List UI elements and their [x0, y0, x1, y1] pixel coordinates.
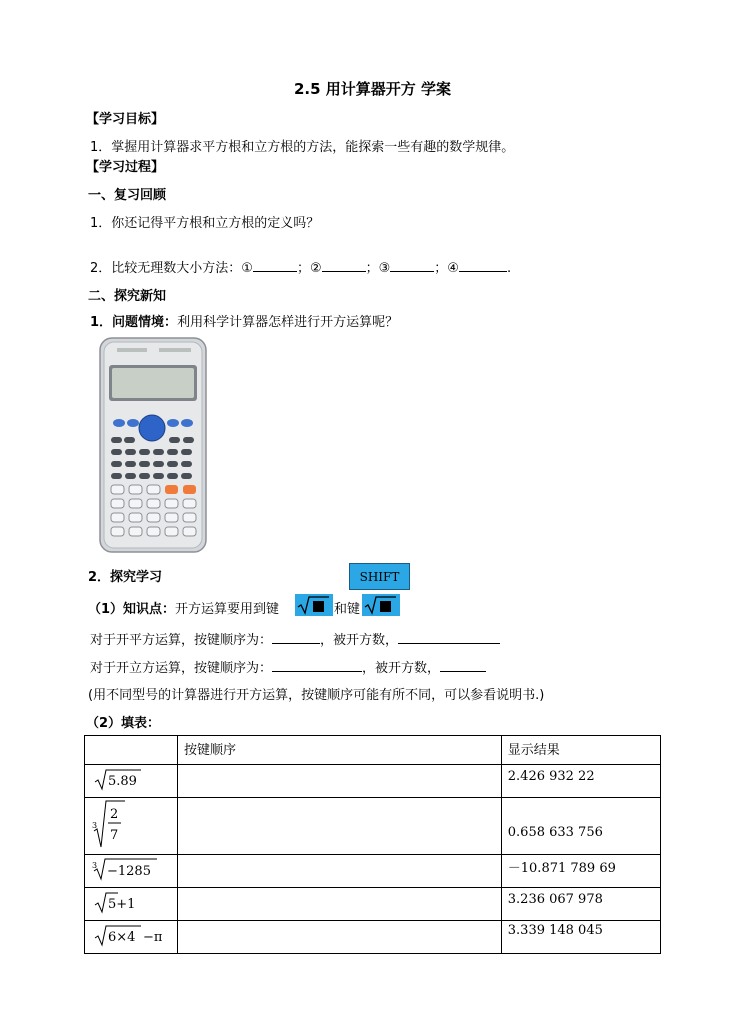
- keys-cell[interactable]: [178, 765, 502, 798]
- mark-1: ①: [241, 261, 253, 276]
- svg-text:6×4: 6×4: [108, 930, 136, 945]
- cbrt-neg-1285-expression: [91, 855, 161, 883]
- fill-table-label: （2）填表：: [86, 716, 161, 731]
- answer-blank[interactable]: [390, 259, 434, 272]
- review-q2-prefix: 2．比较无理数大小方法：: [90, 261, 242, 276]
- table-row: [85, 888, 661, 921]
- knowledge-and: 和键: [334, 602, 361, 617]
- table-row: [85, 921, 661, 954]
- sqrt-sequence: [90, 629, 500, 648]
- sqrt-seq-mid: ，被开方数，: [320, 633, 399, 648]
- header-cell: [85, 736, 178, 765]
- knowledge-label: （1）知识点：: [88, 602, 176, 617]
- header-cell: 显示结果: [501, 736, 660, 765]
- answer-blank[interactable]: [253, 259, 297, 272]
- table-row: [85, 855, 661, 888]
- explore-q1-num: 1．: [90, 315, 113, 330]
- sqrt-key-icon: [295, 594, 333, 616]
- result-cell: 2.426 932 22: [501, 765, 660, 798]
- expr-cell: [85, 921, 178, 954]
- process-heading: 【学习过程】: [86, 160, 165, 175]
- table-row: [85, 798, 661, 855]
- result-cell: 3.236 067 978: [501, 888, 660, 921]
- knowledge-text: 开方运算要用到键: [175, 602, 280, 617]
- separator: ；: [365, 261, 379, 276]
- cbrt-key: [362, 594, 400, 616]
- keys-cell[interactable]: [178, 798, 502, 855]
- review-q2: [90, 257, 511, 276]
- result-cell: －10.871 789 69: [501, 855, 660, 888]
- explore-q2: 2．探究学习: [88, 570, 163, 585]
- svg-text:−1285: −1285: [107, 864, 151, 879]
- cbrt-seq-prefix: 对于开立方运算，按键顺序为：: [90, 661, 273, 676]
- svg-text:7: 7: [110, 828, 119, 843]
- svg-text:3: 3: [92, 821, 98, 830]
- keys-cell[interactable]: [178, 855, 502, 888]
- answer-blank[interactable]: [272, 659, 362, 672]
- sqrt-key-icon: [362, 594, 400, 616]
- calculator-image: [99, 337, 207, 553]
- page-title: 2.5 用计算器开方 学案: [293, 80, 452, 98]
- review-heading: 一、复习回顾: [88, 188, 167, 203]
- review-q1: 1．你还记得平方根和立方根的定义吗？: [90, 216, 320, 231]
- svg-text:−π: −π: [143, 930, 163, 945]
- expr-cell: [85, 888, 178, 921]
- goals-heading: 【学习目标】: [86, 112, 165, 127]
- keys-cell[interactable]: [178, 921, 502, 954]
- sqrt-key: [295, 594, 333, 616]
- cbrt-sequence: [90, 657, 486, 676]
- explore-q1-label: 问题情境：: [112, 315, 178, 330]
- sqrt-6x4-minus-pi-expression: [91, 921, 171, 949]
- cbrt-seq-mid: ，被开方数，: [362, 661, 441, 676]
- knowledge-line: [88, 598, 279, 617]
- mark-3: ③: [378, 261, 391, 276]
- table-row: [85, 765, 661, 798]
- cbrt-2-7-expression: [91, 798, 151, 850]
- mark-4: ④: [447, 261, 459, 276]
- svg-text:5.89: 5.89: [108, 774, 137, 789]
- note: (用不同型号的计算器进行开方运算，按键顺序可能有所不同，可以参看说明书.): [88, 688, 545, 703]
- fill-table: [84, 735, 661, 954]
- explore-q1-text: 利用科学计算器怎样进行开方运算呢？: [177, 315, 399, 330]
- svg-text:2: 2: [110, 807, 119, 822]
- explore-q1: [90, 311, 398, 330]
- svg-text:5+1: 5+1: [108, 897, 136, 912]
- mark-2: ②: [309, 261, 322, 276]
- header-cell: 按键顺序: [178, 736, 502, 765]
- expr-cell: [85, 855, 178, 888]
- shift-key: SHIFT: [349, 563, 410, 590]
- sqrt-5-89-expression: [91, 765, 151, 793]
- table-header-row: [85, 736, 661, 765]
- separator: ；: [296, 261, 310, 276]
- separator: ；: [434, 261, 448, 276]
- expr-cell: [85, 765, 178, 798]
- result-cell: 3.339 148 045: [501, 921, 660, 954]
- sqrt-5-plus-1-expression: [91, 888, 151, 916]
- svg-text:3: 3: [92, 861, 98, 870]
- sqrt-seq-prefix: 对于开平方运算，按键顺序为：: [90, 633, 273, 648]
- answer-blank[interactable]: [440, 659, 486, 672]
- result-cell: 0.658 633 756: [501, 798, 660, 855]
- period: .: [506, 261, 512, 276]
- keys-cell[interactable]: [178, 888, 502, 921]
- answer-blank[interactable]: [398, 631, 500, 644]
- goal-1: 1．掌握用计算器求平方根和立方根的方法，能探索一些有趣的数学规律。: [90, 140, 515, 155]
- expr-cell: [85, 798, 178, 855]
- answer-blank[interactable]: [322, 259, 366, 272]
- answer-blank[interactable]: [459, 259, 507, 272]
- answer-blank[interactable]: [272, 631, 320, 644]
- explore-heading: 二、探究新知: [88, 289, 167, 304]
